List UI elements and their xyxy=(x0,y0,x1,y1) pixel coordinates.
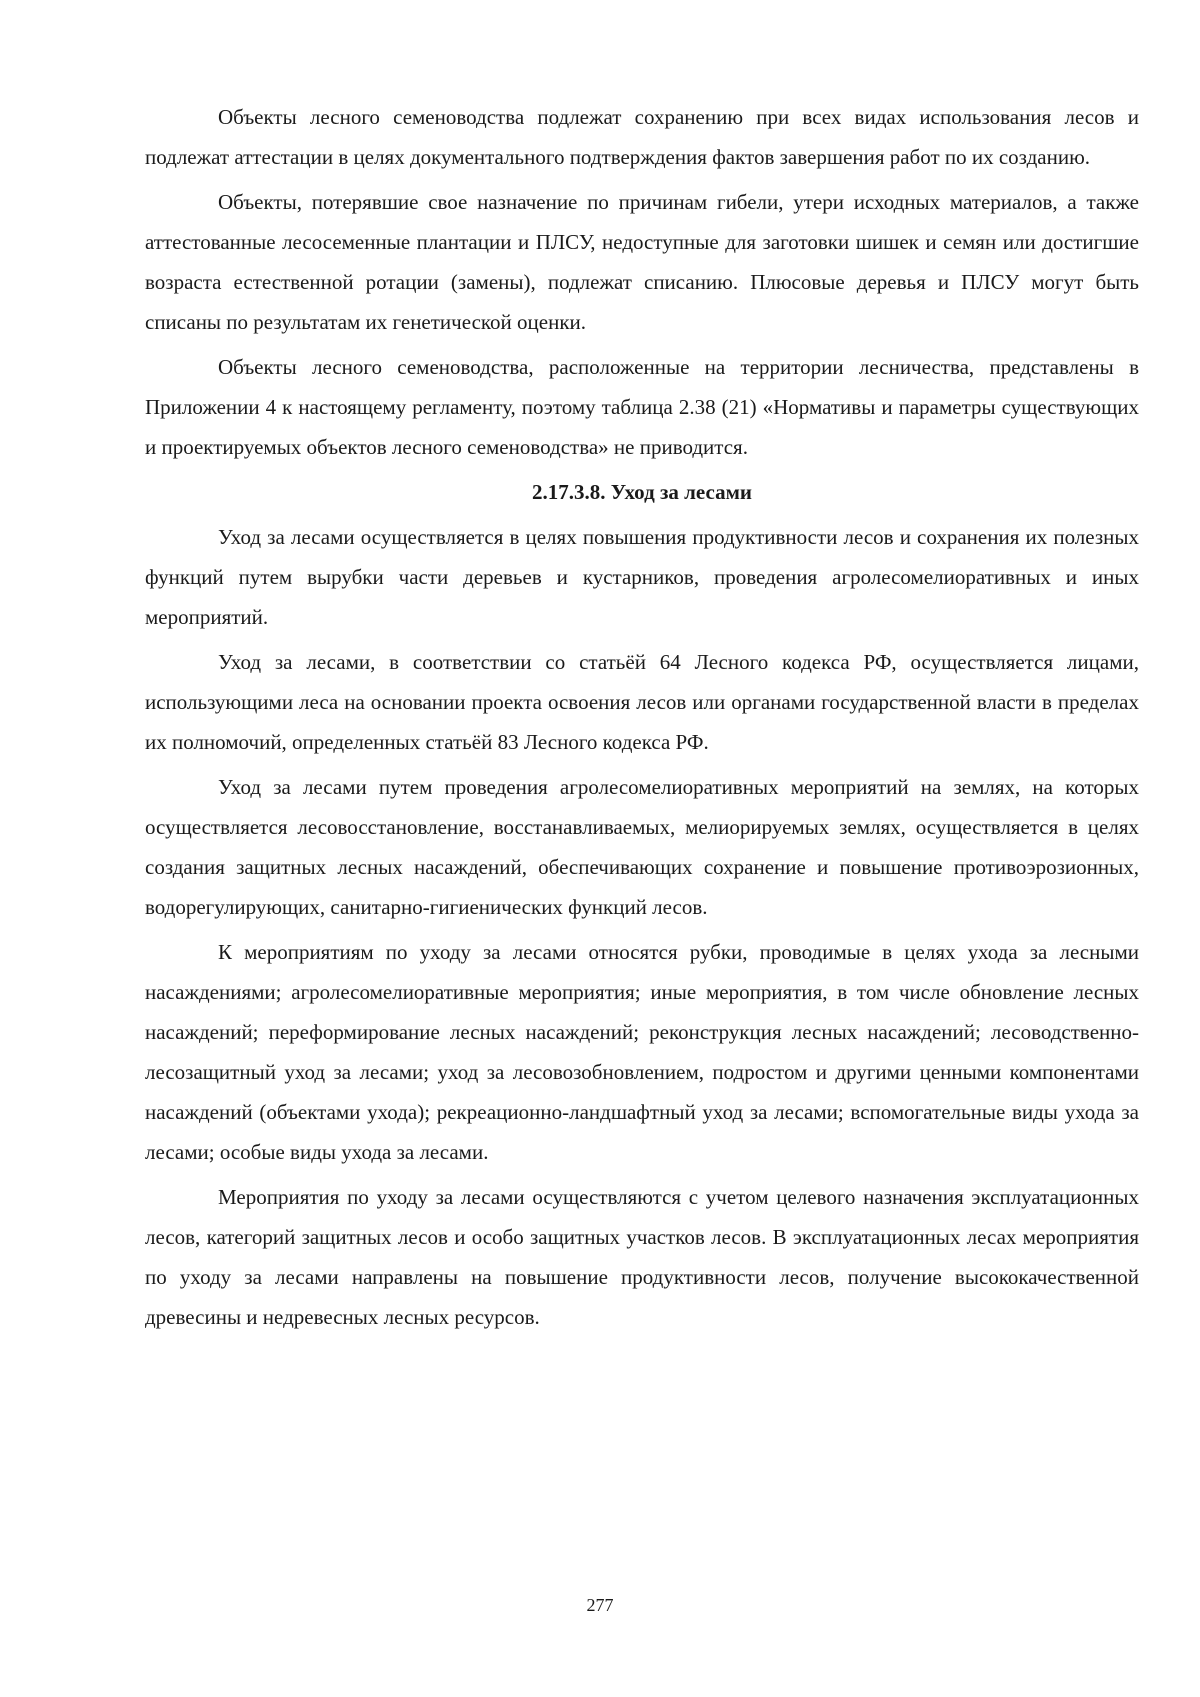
paragraph-forest-care-purpose: Уход за лесами осуществляется в целях повышения продуктивности лесов и сохранения их полезных функций путем вырубки части деревьев и кустарников, проведения агролесомелиоративных и иных мероприятий. xyxy=(145,525,1139,629)
paragraph-seed-objects-write-off: Объекты, потерявшие свое назначение по причинам гибели, утери исходных материалов, а также аттестованные лесосеменные плантации и ПЛСУ, недоступные для заготовки шишек и семян или достигшие возраста естественной ротации (замены), подлежат списанию. Плюсовые деревья и ПЛСУ могут быть списаны по результатам их генетической оценки. xyxy=(145,190,1139,334)
section-heading: 2.17.3.8. Уход за лесами xyxy=(532,480,752,504)
document-body xyxy=(145,97,1139,1342)
paragraph-seed-objects-appendix: Объекты лесного семеноводства, расположенные на территории лесничества, представлены в Приложении 4 к настоящему регламенту, поэтому таблица 2.38 (21) «Нормативы и параметры существующих и проектируемых объектов лесного семеноводства» не приводится. xyxy=(145,355,1139,459)
page-number: 277 xyxy=(586,1595,614,1615)
paragraph-seed-objects-preservation: Объекты лесного семеноводства подлежат сохранению при всех видах использования лесов и подлежат аттестации в целях документального подтверждения фактов завершения работ по их созданию. xyxy=(145,105,1139,169)
paragraph-agroforestry-care: Уход за лесами путем проведения агролесомелиоративных мероприятий на землях, на которых осуществляется лесовосстановление, восстанавливаемых, мелиорируемых землях, осуществляется в целях создания защитных лесных насаждений, обеспечивающих сохранение и повышение противоэрозионных, водорегулирующих, санитарно-гигиенических функций лесов. xyxy=(145,775,1139,919)
paragraph-care-measures-list: К мероприятиям по уходу за лесами относятся рубки, проводимые в целях ухода за лесными насаждениями; агролесомелиоративные мероприятия; иные мероприятия, в том числе обновление лесных насаждений; переформирование лесных насаждений; реконструкция лесных насаждений; лесоводственно-лесозащитный уход за лесами; уход за лесовозобновлением, подростом и другими ценными компонентами насаждений (объектами ухода); рекреационно-ландшафтный уход за лесами; вспомогательные виды ухода за лесами; особые виды ухода за лесами. xyxy=(145,940,1139,1164)
paragraph-care-measures-goals: Мероприятия по уходу за лесами осуществляются с учетом целевого назначения эксплуатационных лесов, категорий защитных лесов и особо защитных участков лесов. В эксплуатационных лесах мероприятия по уходу за лесами направлены на повышение продуктивности лесов, получение высококачественной древесины и недревесных лесных ресурсов. xyxy=(145,1185,1139,1329)
paragraph-forest-care-responsibility: Уход за лесами, в соответствии со статьёй 64 Лесного кодекса РФ, осуществляется лицами, использующими леса на основании проекта освоения лесов или органами государственной власти в пределах их полномочий, определенных статьёй 83 Лесного кодекса РФ. xyxy=(145,650,1139,754)
